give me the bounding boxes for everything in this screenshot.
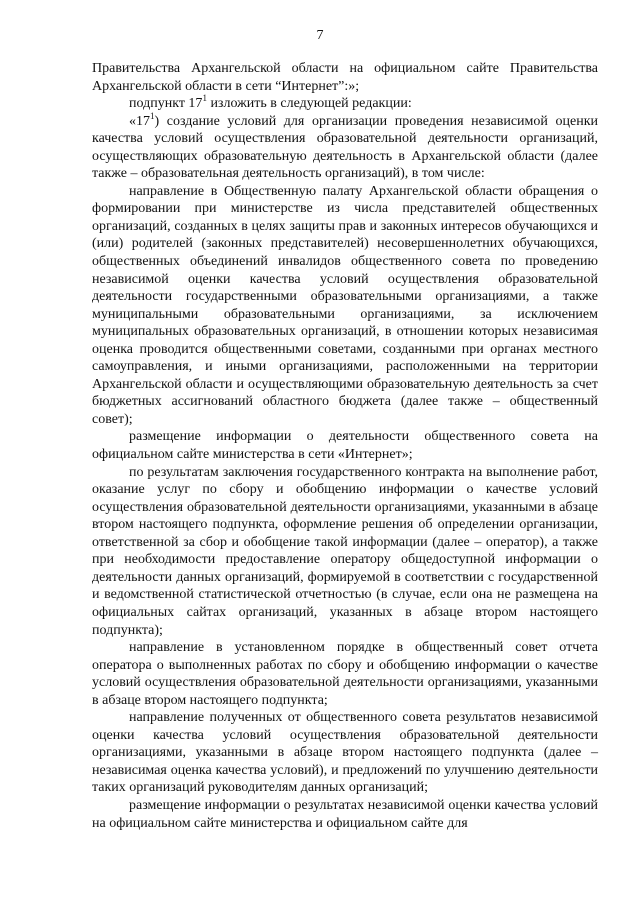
paragraph-amendment-intro — [92, 95, 598, 113]
paragraph-text: Правительства Архангельской области на официальном сайте Правительства Архангельской области в сети “Интернет”:»; — [92, 61, 598, 94]
paragraph-text: ) создание условий для организации проведения независимой оценки качества условий осуществления образовательной деятельности организаций, осуществляющих образовательную деятельность в Архангельской области (далее также – образовательная деятельность организаций), в том числе: — [92, 113, 598, 182]
paragraph-council-info-publication — [92, 428, 598, 463]
superscript: 1 — [202, 93, 207, 104]
paragraph-subclause-17-1 — [92, 110, 598, 183]
paragraph-text: направление полученных от общественного совета результатов независимой оценки качества условий осуществления образовательной деятельности организациями, указанными в абзаце втором настоящего подпункта (далее – независимая оценка качества условий), и предложений по улучшению деятельности таких организаций руководителям данных организаций; — [92, 710, 598, 796]
paragraph-text: изложить в следующей редакции: — [206, 96, 412, 112]
paragraph-text: направление в Общественную палату Архангельской области обращения о формировании при министерстве из числа представителей общественных организаций, созданных в целях защиты прав и законных интересов обучающихся и (или) родителей (законных представителей) несовершеннолетних обучающихся, общественных объединений инвалидов общественного совета по проведению независимой оценки качества условий осуществления образовательной деятельности государственными образовательными организациями, а также муниципальными образовательными организациями, за исключением муниципальных образовательных организаций, в отношении которых независимая оценка проводится общественными советами, созданными при органах местного самоуправления, и иными организациями, расположенными на территории Архангельской области и осуществляющими образовательную деятельность за счет бюджетных ассигнований областного бюджета (далее также – общественный совет); — [92, 183, 598, 427]
paragraph-text: размещение информации о деятельности общественного совета на официальном сайте министерства в сети «Интернет»; — [92, 429, 598, 463]
paragraph-results-publication — [92, 797, 598, 832]
paragraph-operator-report — [92, 639, 598, 709]
paragraph-text: по результатам заключения государственного контракта на выполнение работ, оказание услуг по сбору и обобщению информации о качестве условий осуществления образовательной деятельности организациями, указанными в абзаце втором настоящего подпункта, оформление решения об определении организации, ответственной за сбор и обобщение такой информации (далее – оператор), а также при необходимости предоставление оператору общедоступной информации о деятельности данных организаций, формируемой в соответствии с государственной и ведомственной статистической отчетностью (в случае, если она не размещена на официальных сайтах организаций, указанных в абзаце втором настоящего подпункта); — [92, 464, 598, 638]
paragraph-operator-contract — [92, 464, 598, 639]
paragraph-continuation — [92, 60, 598, 95]
page-number: 7 — [316, 28, 324, 43]
paragraph-text: подпункт 17 — [129, 96, 203, 112]
paragraph-results-forwarding — [92, 709, 598, 797]
superscript: 1 — [150, 110, 155, 121]
paragraph-text: «17 — [129, 113, 150, 129]
paragraph-text: направление в установленном порядке в общественный совет отчета оператора о выполненных работах по сбору и обобщению информации о качестве условий осуществления образовательной деятельности организациями, указанными в абзаце втором настоящего подпункта; — [92, 640, 598, 708]
paragraph-public-chamber-request — [92, 183, 598, 429]
paragraph-text: размещение информации о результатах независимой оценки качества условий на официальном сайте министерства и официальном сайте для — [92, 797, 598, 831]
document-body — [92, 60, 598, 832]
